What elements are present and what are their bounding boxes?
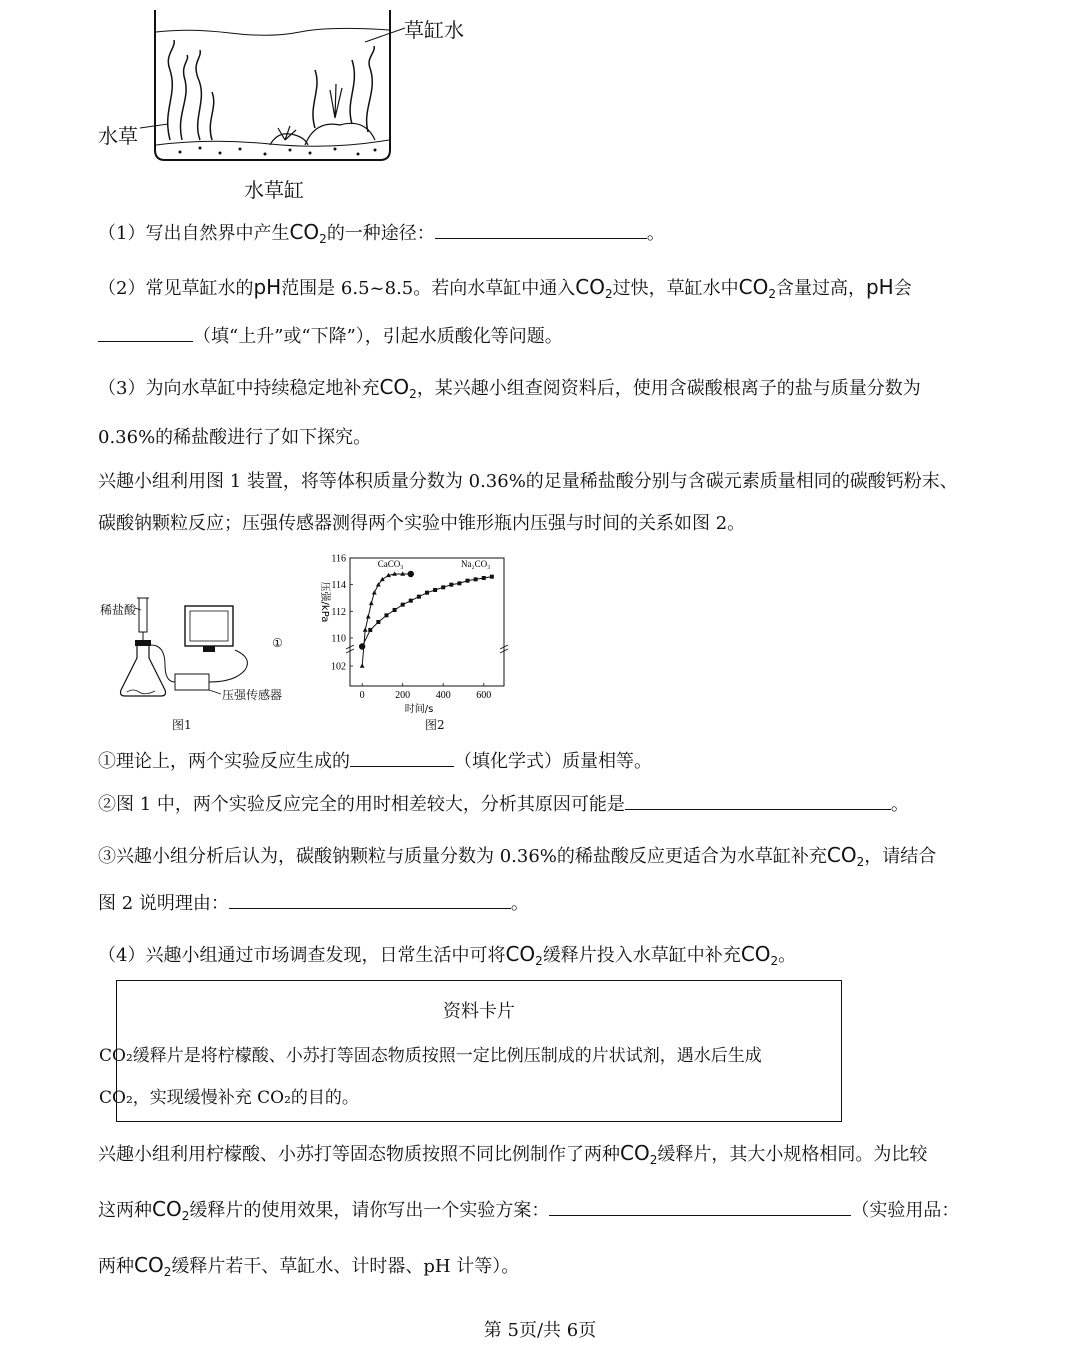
- data-point: [360, 663, 365, 667]
- series-line-Na2CO3: [362, 577, 492, 647]
- page-footer: 第 5页/共 6页: [483, 1320, 597, 1341]
- data-point: [401, 603, 405, 607]
- data-point: [482, 576, 486, 580]
- co2-formula: $CO_2$: [152, 1197, 190, 1223]
- ph-text: pH: [865, 275, 894, 299]
- co2-formula: $CO_2$: [575, 275, 613, 301]
- data-point: [433, 588, 437, 592]
- x-tick-label: 400: [435, 690, 451, 701]
- data-point: [380, 577, 385, 581]
- answer-blank-sub3[interactable]: [229, 890, 511, 909]
- data-point: [384, 613, 388, 617]
- y-tick-label: 112: [331, 606, 346, 618]
- series-line-CaCO3: [362, 574, 411, 666]
- data-point: [366, 614, 371, 618]
- data-point: [359, 643, 365, 649]
- q2-line1: （2）常见草缸水的pH范围是 6.5~8.5。若向水草缸中通入$CO_2$过快，草缸水中$CO_2$含量过高，pH会: [98, 275, 912, 301]
- q4b-line3: 两种$CO_2$缓释片若干、草缸水、计时器、pH 计等）。: [98, 1253, 520, 1279]
- info-card-line2: CO₂，实现缓慢补充 CO₂的目的。: [99, 1088, 359, 1108]
- ph-text: pH: [253, 275, 282, 299]
- label-plant: 水草: [98, 124, 138, 148]
- tank-caption: 水草缸: [244, 178, 304, 202]
- y-tick-label: 116: [331, 553, 346, 565]
- fig2-caption: 图2: [425, 718, 445, 732]
- q1-line: （1）写出自然界中产生$CO_2$的一种途径： 。: [98, 220, 665, 246]
- co2-formula: $CO_2$: [826, 843, 865, 869]
- data-point: [372, 590, 377, 594]
- sub2-line: ②图 1 中，两个实验反应完全的用时相差较大，分析其原因可能是 。: [98, 791, 909, 819]
- answer-blank-q2[interactable]: [98, 323, 193, 342]
- q2-line2: （填“上升”或“下降”），引起水质酸化等问题。: [98, 323, 563, 351]
- data-point: [408, 571, 414, 577]
- data-point: [363, 627, 368, 631]
- co2-formula: $CO_2$: [134, 1253, 172, 1279]
- sub3-line1: ③兴趣小组分析后认为，碳酸钠颗粒与质量分数为 0.36%的稀盐酸反应更适合为水草缸补充$CO_2$，请结合: [98, 843, 937, 869]
- info-card: [99, 980, 842, 1122]
- data-point: [457, 581, 461, 585]
- circle-one-mark: ①: [272, 636, 283, 650]
- info-card-title: 资料卡片: [443, 1001, 515, 1022]
- data-point: [376, 620, 380, 624]
- data-point: [449, 583, 453, 587]
- plot-frame: [350, 558, 504, 686]
- y-tick-label: 110: [331, 633, 346, 645]
- label-sensor: 压强传感器: [222, 688, 283, 702]
- data-point: [368, 628, 372, 632]
- data-point: [369, 601, 374, 605]
- co2-formula: $CO_2$: [740, 942, 779, 968]
- pressure-chart: [300, 548, 530, 718]
- series-label: CaCO₃: [377, 559, 404, 569]
- q3-line4: 碳酸钠颗粒反应；压强传感器测得两个实验中锥形瓶内压强与时间的关系如图 2。: [98, 513, 746, 534]
- answer-blank-sub2[interactable]: [625, 791, 891, 810]
- x-axis-label: 时间/s: [404, 704, 434, 715]
- x-tick-label: 600: [476, 690, 492, 701]
- x-tick-label: 200: [395, 690, 411, 701]
- q4b-line1: 兴趣小组利用柠檬酸、小苏打等固态物质按照不同比例制作了两种$CO_2$缓释片，其大小规格相同。为比较: [98, 1141, 928, 1167]
- q3-line3: 兴趣小组利用图 1 装置，将等体积质量分数为 0.36%的足量稀盐酸分别与含碳元素质量相同的碳酸钙粉末、: [98, 471, 958, 492]
- y-tick-label: 102: [331, 661, 346, 673]
- co2-formula: $CO_2$: [379, 375, 417, 401]
- data-point: [490, 575, 494, 579]
- answer-blank-sub1[interactable]: [350, 748, 454, 767]
- y-axis-label: 压强/kPa: [319, 581, 330, 623]
- answer-blank-q4[interactable]: [549, 1197, 851, 1216]
- q4b-line2: 这两种$CO_2$缓释片的使用效果，请你写出一个实验方案： （实验用品：: [98, 1197, 960, 1223]
- fig1-caption: 图1: [172, 718, 192, 732]
- co2-formula: $CO_2$: [505, 942, 543, 968]
- data-point: [466, 579, 470, 583]
- label-acid: 稀盐酸: [100, 603, 137, 617]
- q4-line: （4）兴趣小组通过市场调查发现，日常生活中可将$CO_2$缓释片投入水草缸中补充$CO_2$。: [98, 942, 797, 968]
- co2-formula: $CO_2$: [289, 220, 327, 246]
- answer-blank-q1[interactable]: [435, 220, 647, 239]
- data-point: [425, 591, 429, 595]
- data-point: [393, 608, 397, 612]
- q3-line1: （3）为向水草缸中持续稳定地补充$CO_2$，某兴趣小组查阅资料后，使用含碳酸根离子的盐与质量分数为: [98, 375, 921, 401]
- sub1-line: ①理论上，两个实验反应生成的 （填化学式）质量相等。: [98, 748, 652, 776]
- data-point: [474, 577, 478, 581]
- data-point: [417, 595, 421, 599]
- q3-line2: 0.36%的稀盐酸进行了如下探究。: [98, 427, 372, 448]
- x-tick-label: 0: [359, 690, 365, 701]
- data-point: [441, 585, 445, 589]
- co2-formula: $CO_2$: [620, 1141, 658, 1167]
- label-water: 草缸水: [404, 18, 464, 42]
- y-tick-label: 114: [331, 580, 346, 592]
- info-card-line1: CO₂缓释片是将柠檬酸、小苏打等固态物质按照一定比例压制成的片状试剂，遇水后生成: [99, 1046, 762, 1066]
- data-point: [409, 599, 413, 603]
- co2-formula: $CO_2$: [738, 275, 776, 301]
- series-label: Na₂CO₃: [460, 559, 491, 569]
- sub3-line2: 图 2 说明理由： 。: [98, 890, 529, 918]
